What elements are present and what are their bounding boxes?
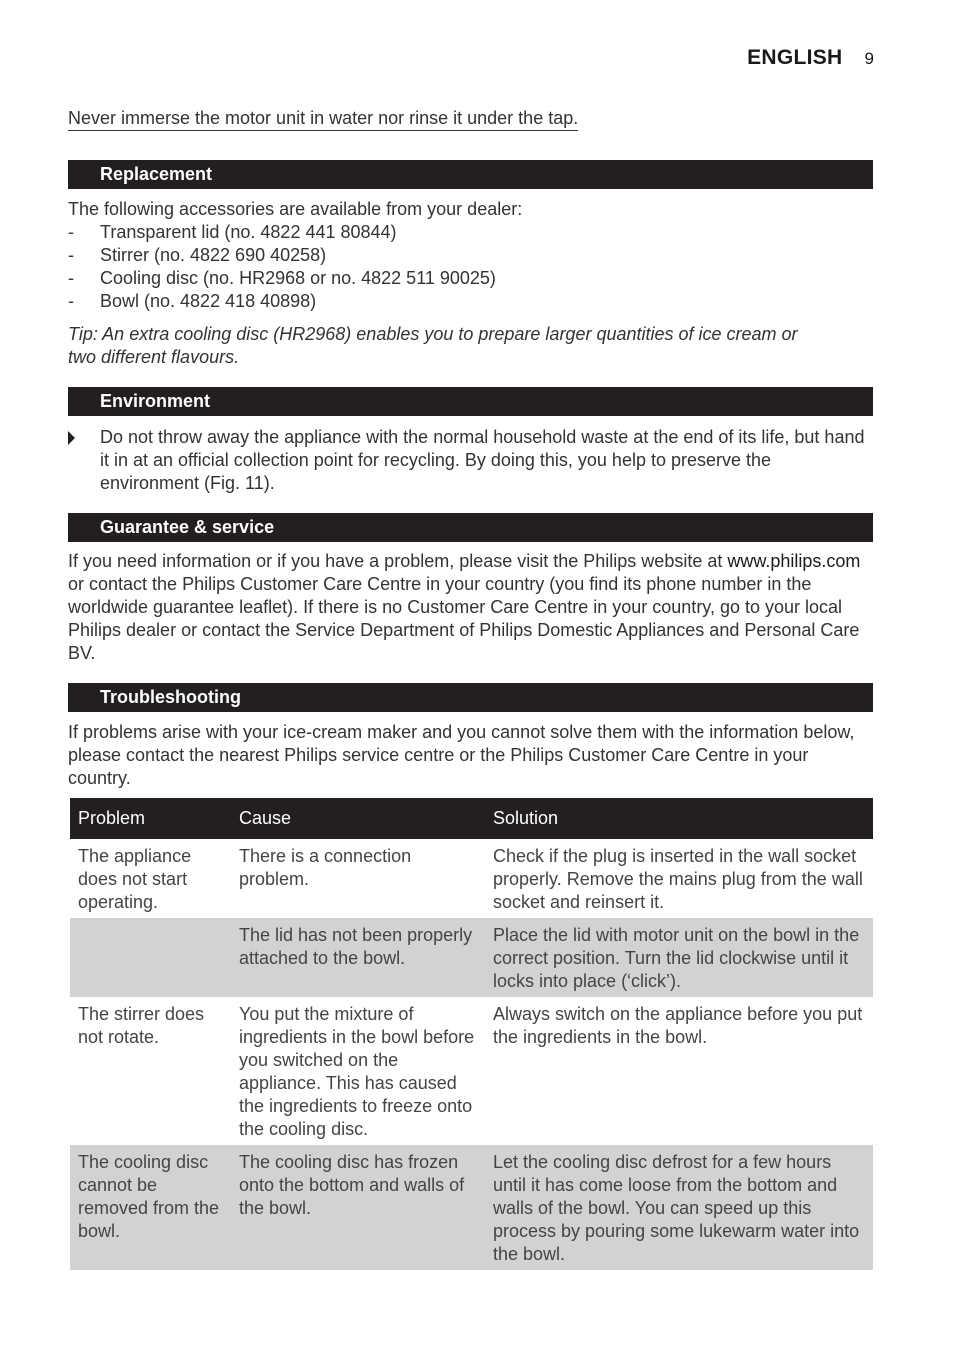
section-heading-replacement: Replacement [68,160,873,189]
accessory-list [68,221,873,313]
table-row [70,997,873,1145]
table-header-row [70,798,873,839]
section-heading-environment: Environment [68,387,873,416]
section-heading-troubleshooting: Troubleshooting [68,683,873,712]
cause-cell: The lid has not been properly attached to the bowl. [231,918,485,997]
dash-marker: - [68,245,74,265]
list-item: - Bowl (no. 4822 418 40898) [68,291,317,311]
table-row [70,918,873,997]
section-heading-guarantee: Guarantee & service [68,513,873,542]
solution-cell: Always switch on the appliance before you put the ingredients in the bowl. [493,1004,863,1047]
problem-cell: The stirrer does not rotate. [78,1004,205,1047]
solution-cell: Check if the plug is inserted in the wall socket properly. Remove the mains plug from the wall socket and reinsert it. [493,846,863,912]
bullet-arrow-icon [68,431,75,445]
list-item: - Transparent lid (no. 4822 441 80844) [68,222,397,242]
replacement-section [68,198,873,313]
dash-marker: - [68,291,74,311]
problem-cell: The cooling disc cannot be removed from the bowl. [70,1145,231,1270]
warning-note: Never immerse the motor unit in water nor rinse it under the tap. [68,106,578,131]
column-header-problem: Problem [70,798,231,839]
troubleshooting-table [70,798,873,1270]
troubleshooting-intro: If problems arise with your ice-cream maker and you cannot solve them with the information below, please contact the nearest Philips service centre or the Philips Customer Care Centre in your country. [68,722,855,788]
page-header [747,46,874,70]
replacement-intro: The following accessories are available from your dealer: [68,199,523,219]
philips-website-link[interactable]: www.philips.com [727,551,861,571]
column-header-solution: Solution [485,798,873,839]
language-label: ENGLISH [747,46,843,69]
tip-note: Tip: An extra cooling disc (HR2968) enables you to prepare larger quantities of ice cream or two different flavours. [68,324,798,367]
cause-cell: You put the mixture of ingredients in the bowl before you switched on the appliance. This has caused the ingredients to freeze onto the cooling disc. [239,1004,475,1139]
page-number: 9 [864,49,874,68]
dash-marker: - [68,268,74,288]
environment-text: Do not throw away the appliance with the normal household waste at the end of its life, but hand it in at an official collection point for recycling. By doing this, you help to preserve the environment (Fig. 11). [100,427,865,493]
list-item: - Stirrer (no. 4822 690 40258) [68,245,327,265]
cause-cell: There is a connection problem. [239,846,412,889]
table-row [70,839,873,918]
cause-cell: The cooling disc has frozen onto the bottom and walls of the bowl. [231,1145,485,1270]
column-header-cause: Cause [231,798,485,839]
solution-cell: Let the cooling disc defrost for a few hours until it has come loose from the bottom and walls of the bowl. You can speed up this process by pouring some lukewarm water into the bowl. [485,1145,873,1270]
guarantee-text: If you need information or if you have a problem, please visit the Philips website at www.philips.com or contact the Philips Customer Care Centre in your country (you find its phone number in the worldwide guarantee leaflet). If there is no Customer Care Centre in your country, go to your local Philips dealer or contact the Service Department of Philips Domestic Appliances and Personal Care BV. [68,551,861,663]
manual-page [68,0,874,1264]
dash-marker: - [68,222,74,242]
problem-cell: The appliance does not start operating. [78,846,192,912]
table-row [70,1145,873,1270]
problem-cell [70,918,231,997]
solution-cell: Place the lid with motor unit on the bowl in the correct position. Turn the lid clockwise until it locks into place (‘click’). [485,918,873,997]
environment-bullet [68,426,873,495]
list-item: - Cooling disc (no. HR2968 or no. 4822 511 90025) [68,268,496,288]
